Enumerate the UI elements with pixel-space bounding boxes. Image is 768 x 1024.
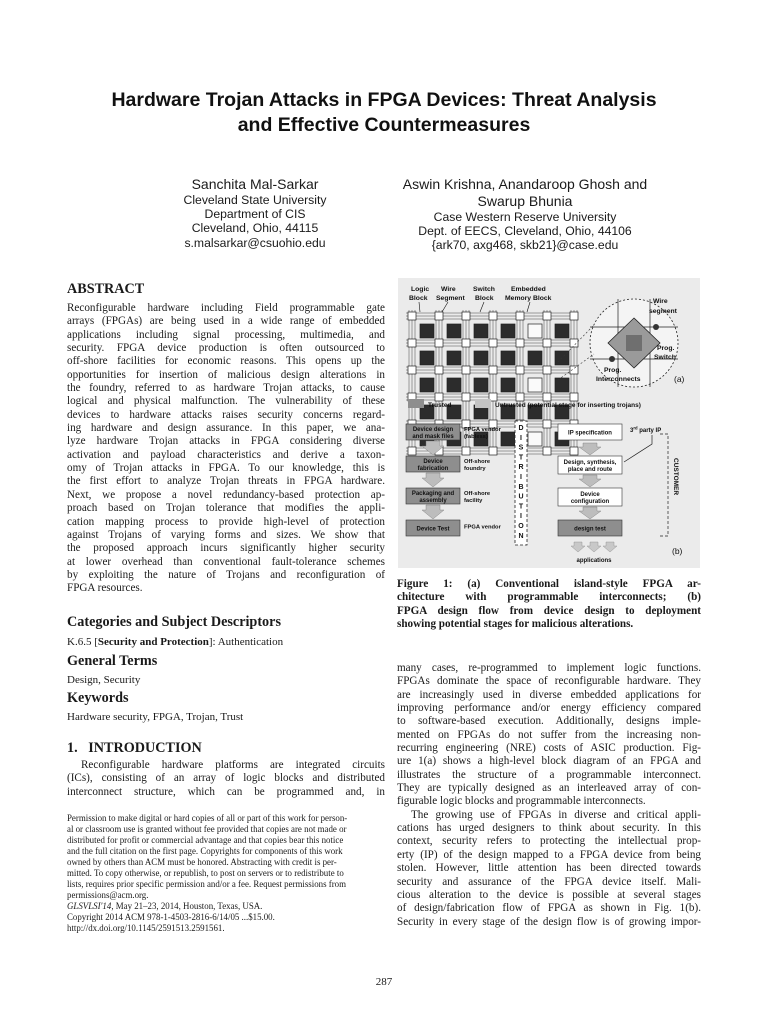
author-block-2 (375, 176, 675, 253)
author-department: Dept. of EECS, Cleveland, Ohio, 44106 (418, 224, 632, 239)
legend-untrusted: Untrusted (potential stage for inserting trojans) (495, 402, 641, 409)
abstract-line: the foundry, referred to as hardware Trojan attacks, to cause (67, 382, 385, 395)
right-column-text (397, 662, 701, 929)
abstract-line: arrays (FPGAs) are being used in a wide range of embedded (67, 315, 385, 328)
abstract-heading: ABSTRACT (67, 281, 145, 297)
label-switch: Switch (473, 286, 495, 293)
categories-text (67, 636, 385, 649)
permission-line: owned by others than ACM must be honored. Abstracting with credit is per- (67, 857, 337, 867)
abstract-line: FPGA resources. (67, 582, 143, 595)
left-flow-box-label: and mask files (412, 433, 454, 440)
switch-block (462, 393, 470, 401)
logic-block (555, 324, 569, 338)
body-line: to software-based execution. Additionally, designs imple- (397, 715, 701, 728)
introduction-heading: 1. INTRODUCTION (67, 740, 202, 756)
conference-details: , May 21–23, 2014, Houston, Texas, USA. (111, 901, 263, 911)
distribution-letter: D (518, 425, 524, 432)
body-line: are increasingly used in diverse embedded applications for (397, 688, 701, 701)
switch-block (435, 339, 443, 347)
categories-heading: Categories and Subject Descriptors (67, 614, 281, 630)
stage-owner: facility (464, 498, 483, 504)
abstract-line: against Trojans of varying forms and sizes. We show that (67, 528, 385, 541)
switch-block (570, 366, 578, 374)
body-line: erty (IP) of the design mapped to a FPGA device from being (397, 848, 701, 861)
logic-block (528, 351, 542, 365)
category-name: Security and Protection (97, 636, 209, 648)
distribution-letter: S (518, 444, 524, 452)
author-affiliation: Case Western Reserve University (433, 210, 617, 224)
switch-block (543, 366, 551, 374)
body-line: figurable logic blocks and programmable interconnects. (397, 795, 646, 808)
label-wire-segment: Segment (436, 295, 465, 302)
author-email: s.malsarkar@csuohio.edu (184, 235, 326, 250)
stage-owner: foundry (464, 466, 486, 472)
third-party-number: 3 (630, 428, 634, 434)
label-logic-block: Block (409, 295, 428, 302)
body-line: of design/fabrication flow of FPGA as shown in Fig. 1(b). (397, 902, 701, 915)
left-flow-box-label: Packaging and (411, 490, 455, 497)
distribution-letter: U (518, 493, 524, 501)
left-flow-box-label: Device (423, 458, 443, 465)
label-embedded: Embedded (511, 286, 546, 293)
author-names-line-1: Aswin Krishna, Anandaroop Ghosh and (402, 176, 648, 192)
abstract-line: off-shore facilities for economic reasons. This opens up the (67, 355, 385, 368)
abstract-line: logical and physical malfunction. The vulnerability of these (67, 395, 385, 408)
logic-block (501, 351, 515, 365)
body-line: ure 1(a) shows a high-level block diagram of an FPGA and (397, 755, 701, 768)
abstract-line: Reconfigurable hardware including Field programmable gate (67, 302, 385, 314)
logic-block (501, 378, 515, 392)
logic-block (474, 351, 488, 365)
figure-caption (397, 578, 701, 631)
permission-line: al or classroom use is granted without fee provided that copies are not made or (67, 824, 347, 834)
switch-block (435, 312, 443, 320)
abstract-line: devices to hardware attacks raises security concerns regard- (67, 408, 385, 421)
switch-block (516, 312, 524, 320)
switch-block (408, 312, 416, 320)
switch-block (543, 339, 551, 347)
author-department: Department of CIS (204, 207, 306, 222)
general-terms-text: Design, Security (67, 674, 141, 686)
label-wire: Wire (441, 286, 456, 293)
right-flow-box-label: design test (574, 526, 606, 533)
switch-block (489, 366, 497, 374)
switch-block (543, 393, 551, 401)
switch-block (462, 447, 470, 455)
page-number: 287 (375, 976, 393, 988)
logic-block (555, 378, 569, 392)
abstract-line: lyze hardware Trojan attacks in FPGA considering diverse (67, 435, 385, 448)
label-prog-switch: Prog. (657, 345, 675, 352)
logic-block (501, 324, 515, 338)
memory-block (528, 378, 542, 392)
switch-block (408, 339, 416, 347)
author-address: Cleveland, Ohio, 44115 (191, 221, 319, 236)
body-line: Security in every stage of the design flow is of growing impor- (397, 915, 701, 928)
body-line: They are typically designed as an interleaved array of con- (397, 782, 701, 795)
customer-label: CUSTOMER (672, 458, 679, 496)
caption-line: chitecture with programmable interconnects; (b) (397, 591, 701, 604)
figure-a-tag: (a) (674, 374, 685, 384)
switch-block (543, 447, 551, 455)
right-flow-box-label: configuration (570, 498, 610, 505)
body-line: stolen. However, little attention has been directed towards (397, 862, 701, 875)
paper-title (40, 88, 728, 138)
title-line-1: Hardware Trojan Attacks in FPGA Devices: Threat Analysis (111, 89, 657, 111)
conference-name: GLSVLSI'14 (67, 901, 112, 911)
third-party-superscript: rd (633, 425, 638, 431)
body-line: mented on FPGAs do not suffer from the increasing non- (397, 728, 701, 741)
logic-block (474, 378, 488, 392)
switch-block (570, 312, 578, 320)
distribution-letter: T (518, 454, 524, 462)
stage-owner: FPGA vendor (464, 524, 501, 531)
distribution-letter: T (518, 503, 524, 511)
permission-line: lists, requires prior specific permission and/or a fee. Request permissions from (67, 879, 347, 889)
distribution-letter: R (518, 464, 524, 472)
distribution-letter: N (518, 532, 524, 540)
author-block-1 (140, 176, 370, 250)
logic-block (447, 378, 461, 392)
caption-line: showing potential stages for malicious alterations. (397, 618, 634, 631)
logic-block (474, 324, 488, 338)
label-memory-block: Memory Block (505, 295, 552, 302)
applications-label: applications (576, 558, 612, 564)
label-prog-inter: Prog. (604, 367, 622, 374)
keywords-text: Hardware security, FPGA, Trojan, Trust (67, 711, 244, 723)
logic-block (447, 351, 461, 365)
introduction-text (67, 759, 385, 799)
switch-block (489, 447, 497, 455)
body-line: cations has urged designers to think about security. In this (397, 822, 701, 835)
abstract-line: activation and payload characteristics and derive a taxon- (67, 448, 385, 461)
label-switch-block: Block (475, 295, 494, 302)
switch-block (570, 393, 578, 401)
abstract-line: Next, we propose a novel redundancy-based protection ap- (67, 488, 385, 501)
label-interconnects: Interconnects (596, 376, 641, 383)
switch-block (543, 312, 551, 320)
memory-block (528, 324, 542, 338)
caption-line: Figure 1: (a) Conventional island-style FPGA ar- (397, 578, 701, 590)
abstract-line: proach based on Trojan tolerance that modifies the appli- (67, 502, 385, 515)
body-line: illustrates the structure of a programmable interconnect. (397, 768, 701, 781)
logic-block (447, 324, 461, 338)
switch-block (489, 339, 497, 347)
distribution-letter: I (520, 474, 522, 481)
switch-block (516, 393, 524, 401)
distribution-letter: O (518, 523, 524, 530)
untrusted-swatch (475, 399, 491, 408)
switch-block (543, 420, 551, 428)
conference-line (67, 901, 367, 912)
permission-lines (67, 813, 367, 901)
stage-owner: FPGA vendor (464, 427, 501, 433)
permission-notice (67, 813, 367, 934)
label-segment-zoom: segment (649, 308, 677, 315)
abstract-line: applications including signal processing, multimedia, and (67, 328, 385, 341)
abstract-line: the proposed approach incurs significantly higher security (67, 542, 385, 555)
body-line: context, security refers to protecting the intellectual prop- (397, 835, 701, 848)
body-line: recurring engineering (NRE) costs of ASIC production. Fig- (397, 742, 701, 755)
left-flow-box-label: Device Test (416, 526, 450, 533)
distribution-letter: I (520, 434, 522, 442)
body-line: cious alteration to the device is possible at several stages (397, 888, 701, 901)
intro-line: Reconfigurable hardware platforms are integrated circuits (81, 759, 385, 771)
author-names-line-2: Swarup Bhunia (477, 193, 573, 209)
copyright-line: Copyright 2014 ACM 978-1-4503-2816-6/14/05 ...$15.00. (67, 912, 275, 922)
legend-trusted: Trusted (428, 402, 452, 409)
logic-block (420, 324, 434, 338)
right-flow-box-label: place and route (567, 466, 613, 473)
memory-block (528, 432, 542, 446)
permission-line: permissions@acm.org. (67, 890, 149, 900)
abstract-line: cation mapping process to provide high-level of protection (67, 515, 385, 528)
left-flow-box-label: assembly (419, 497, 447, 504)
abstract-line: omy of Trojan attacks in FPGA. To our knowledge, this is (67, 462, 385, 475)
abstract-line: security. FPGA device production is often outsourced to (67, 342, 385, 355)
right-flow-box-label: IP specification (568, 430, 612, 437)
permission-line: distributed for profit or commercial advantage and that copies bear this notice (67, 835, 344, 845)
body-line: many cases, re-programmed to implement logic functions. (397, 662, 701, 674)
body-line: security and assurance of the FPGA device itself. Mali- (397, 875, 701, 888)
author-name: Sanchita Mal-Sarkar (191, 176, 319, 192)
author-email: {ark70, axg468, skb21}@case.edu (431, 238, 619, 253)
stage-owner: Off-shore (464, 491, 491, 497)
logic-block (420, 351, 434, 365)
abstract-text (67, 302, 385, 596)
body-line: The growing use of FPGAs in diverse and critical appli- (411, 808, 701, 821)
left-flow-box-label: fabrication (417, 465, 449, 472)
permission-line: Permission to make digital or hard copies of all or part of this work for person- (67, 813, 348, 823)
switch-block (516, 339, 524, 347)
category-code: K.6.5 [ (67, 636, 98, 648)
intro-line: (ICs), consisting of an array of logic blocks and distributed (67, 772, 385, 785)
paragraph-1 (397, 662, 701, 809)
figure-1 (398, 278, 700, 568)
permission-line: and the full citation on the first page. Copyrights for components of this work (67, 846, 343, 856)
keywords-heading: Keywords (67, 690, 129, 706)
switch-block (489, 312, 497, 320)
figure-b-tag: (b) (672, 546, 683, 556)
paragraph-2 (397, 809, 701, 929)
switch-block (570, 339, 578, 347)
permission-line: mitted. To copy otherwise, or republish, to post on servers or to redistribute to (67, 868, 344, 878)
third-party-rest: party IP (637, 428, 662, 434)
trusted-swatch (408, 399, 424, 408)
caption-line: FPGA design flow from device design to deployment (397, 604, 701, 617)
abstract-line: ing hardware and design assurance. In this paper, we ana- (67, 422, 385, 435)
switch-block (516, 366, 524, 374)
label-logic: Logic (411, 286, 430, 293)
switch-block (462, 339, 470, 347)
category-rest: ]: Authentication (208, 636, 284, 648)
right-flow-box-label: Design, synthesis, (563, 459, 617, 466)
distribution-letter: B (518, 483, 524, 491)
abstract-line: opportunities for insertion of malicious design alterations in (67, 368, 385, 381)
right-flow-box-label: Device (580, 491, 600, 498)
title-line-2: and Effective Countermeasures (237, 114, 531, 136)
label-switch-zoom: Switch (654, 354, 676, 361)
abstract-line: at lower overhead than conventional fault-tolerance schemes (67, 555, 385, 568)
switch-block (462, 366, 470, 374)
intro-line: interconnect structure, which can be programmed and, in (67, 785, 385, 798)
switch-block (435, 393, 443, 401)
stage-owner: (fabless) (464, 434, 488, 440)
label-wire-zoom: Wire (653, 298, 668, 305)
body-line: improving performance and/or energy efficiency compared (397, 702, 701, 715)
author-affiliation: Cleveland State University (183, 193, 327, 207)
left-flow-box-label: Device design (412, 426, 454, 433)
stage-owner: Off-shore (464, 459, 491, 465)
switch-block (462, 312, 470, 320)
abstract-line: the first effort to analyze Trojan threats in FPGA hardware. (67, 475, 385, 488)
abstract-line: by exploiting the nature of Trojans and reconfiguration of (67, 568, 385, 581)
switch-block (435, 366, 443, 374)
distribution-letter: I (520, 513, 522, 521)
body-line: FPGAs dominate the space of reconfigurable hardware. They (397, 675, 701, 688)
switch-block (408, 447, 416, 455)
general-terms-heading: General Terms (67, 653, 158, 669)
logic-block (501, 432, 515, 446)
logic-block (420, 378, 434, 392)
switch-block (408, 366, 416, 374)
doi-link: http://dx.doi.org/10.1145/2591513.2591561. (67, 923, 225, 933)
switch-block (570, 447, 578, 455)
